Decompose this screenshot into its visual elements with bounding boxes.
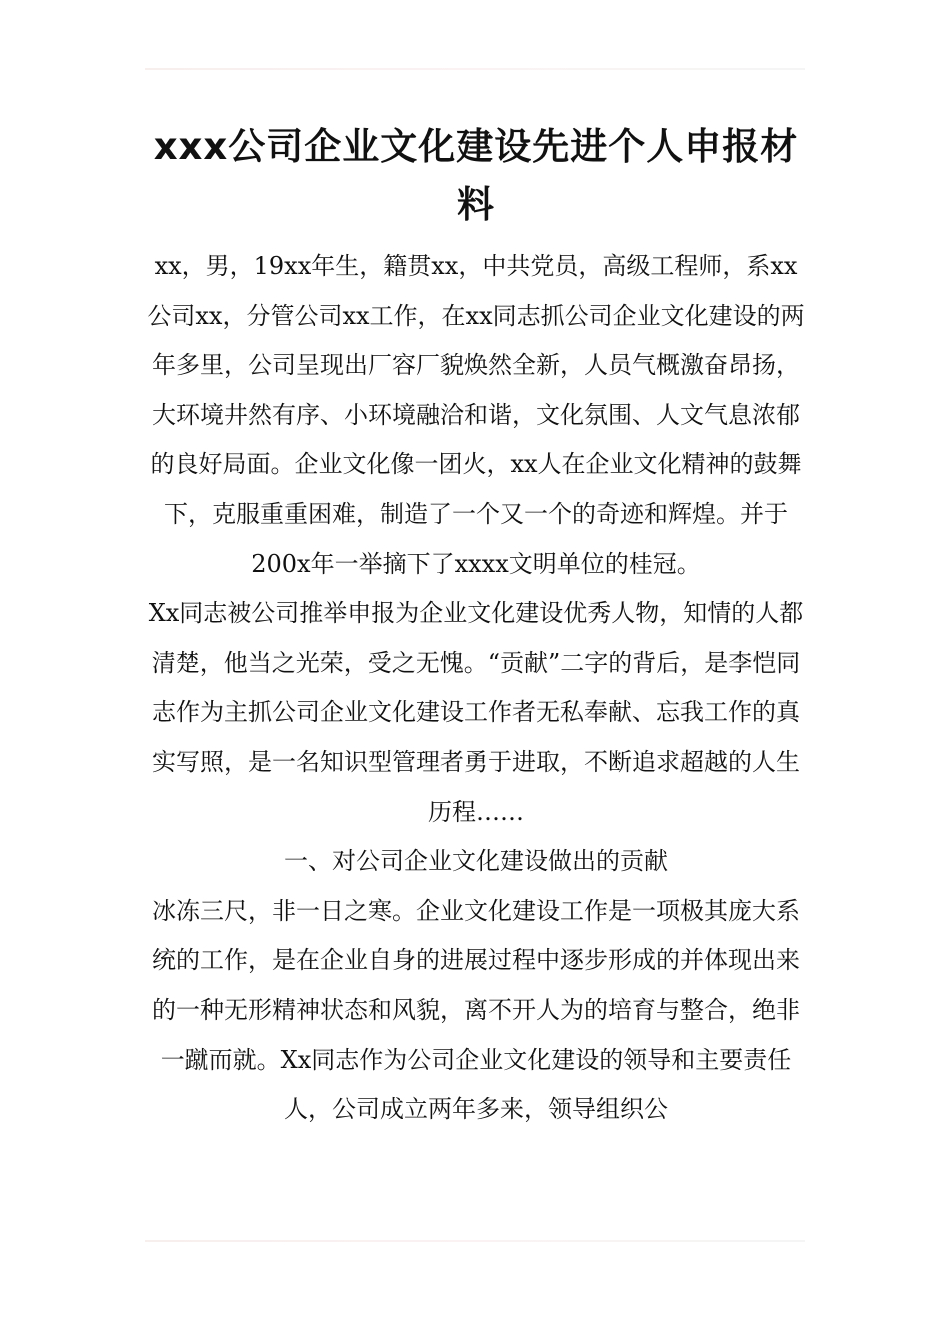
header-rule bbox=[145, 68, 805, 70]
document-page bbox=[145, 118, 807, 1135]
footer-rule bbox=[145, 1240, 805, 1242]
section-paragraph-1: 冰冻三尺，非一日之寒。企业文化建设工作是一项极其庞大系统的工作，是在企业自身的进展过程中逐步形成的并体现出来的一种无形精神状态和风貌，离不开人为的培育与整合，绝非一蹴而就。Xx同志作为公司企业文化建设的领导和主要责任人，公司成立两年多来，领导组织公 bbox=[152, 896, 800, 1124]
body-paragraph-2: Xx同志被公司推举申报为企业文化建设优秀人物，知情的人都清楚，他当之光荣，受之无愧。“贡献”二字的背后，是李恺同志作为主抓公司企业文化建设工作者无私奉献、忘我工作的真实写照，是一名知识型管理者勇于进取，不断追求超越的人生历程…… bbox=[148, 599, 804, 826]
document-title: xxx公司企业文化建设先进个人申报材料 bbox=[153, 125, 799, 226]
section-heading: 一、对公司企业文化建设做出的贡献 bbox=[284, 847, 668, 876]
body-paragraph-1: xx，男，19xx年生，籍贯xx，中共党员，高级工程师，系xx公司xx，分管公司xx工作，在xx同志抓公司企业文化建设的两年多里，公司呈现出厂容厂貌焕然全新，人员气概激奋昂扬，大环境井然有序、小环境融洽和谐，文化氛围、人文气息浓郁的良好局面。企业文化像一团火，xx人在企业文化精神的鼓舞下，克服重重困难，制造了一个又一个的奇迹和辉煌。并于200x年一举摘下了xxxx文明单位的桂冠。 bbox=[147, 252, 805, 578]
